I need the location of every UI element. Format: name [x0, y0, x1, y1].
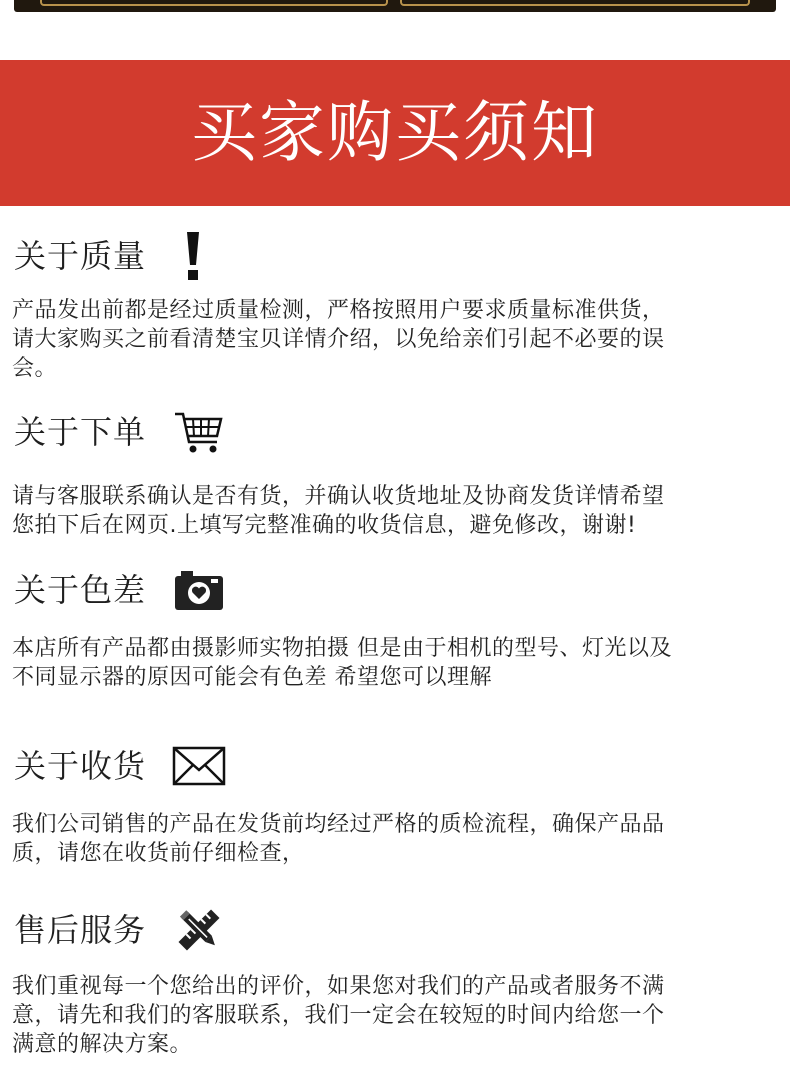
- section-text: 请与客服联系确认是否有货，并确认收货地址及协商发货详情希望 您拍下后在网页.上填写完整准确的收货信息，避免修改，谢谢!: [12, 484, 665, 538]
- section-text: 我们重视每一个您给出的评价，如果您对我们的产品或者服务不满 意，请先和我们的客服联系，我们一定会在较短的时间内给您一个 满意的解决方案。: [12, 974, 665, 1057]
- section-text: 产品发出前都是经过质量检测，严格按照用户要求质量标准供货， 请大家购买之前看清楚宝贝详情介绍，以免给亲们引起不必要的误 会。: [12, 298, 665, 381]
- envelope-icon: [172, 739, 226, 793]
- section-header: [14, 404, 226, 460]
- top-image-strip: [0, 0, 790, 14]
- section-header: [14, 562, 226, 618]
- section-title: 关于下单: [14, 413, 147, 451]
- section-quality: [0, 228, 790, 388]
- section-receiving: [0, 738, 790, 878]
- section-title: 关于色差: [14, 571, 147, 609]
- section-title: 关于质量: [14, 237, 147, 275]
- section-title: 关于收货: [14, 747, 147, 785]
- shopping-cart-icon: [172, 405, 226, 459]
- section-text: 本店所有产品都由摄影师实物拍摄 但是由于相机的型号、灯光以及 不同显示器的原因可能会有色差 希望您可以理解: [12, 636, 672, 690]
- section-header: [14, 228, 208, 284]
- section-header: [14, 738, 226, 794]
- photo-frame-left: [40, 0, 388, 6]
- product-photo-edge: [14, 0, 776, 12]
- camera-heart-icon: [172, 563, 226, 617]
- pencil-ruler-icon: [172, 903, 226, 957]
- section-color-difference: [0, 562, 790, 702]
- section-after-sales: [0, 902, 790, 1066]
- section-title: 售后服务: [14, 911, 147, 949]
- section-ordering: [0, 404, 790, 544]
- section-text: 我们公司销售的产品在发货前均经过严格的质检流程，确保产品品 质，请您在收货前仔细检查，: [12, 812, 665, 866]
- photo-frame-right: [400, 0, 750, 6]
- exclamation-icon: [178, 229, 208, 283]
- buyer-notice-banner: [0, 60, 790, 206]
- banner-title: 买家购买须知: [191, 94, 599, 171]
- section-header: [14, 902, 226, 958]
